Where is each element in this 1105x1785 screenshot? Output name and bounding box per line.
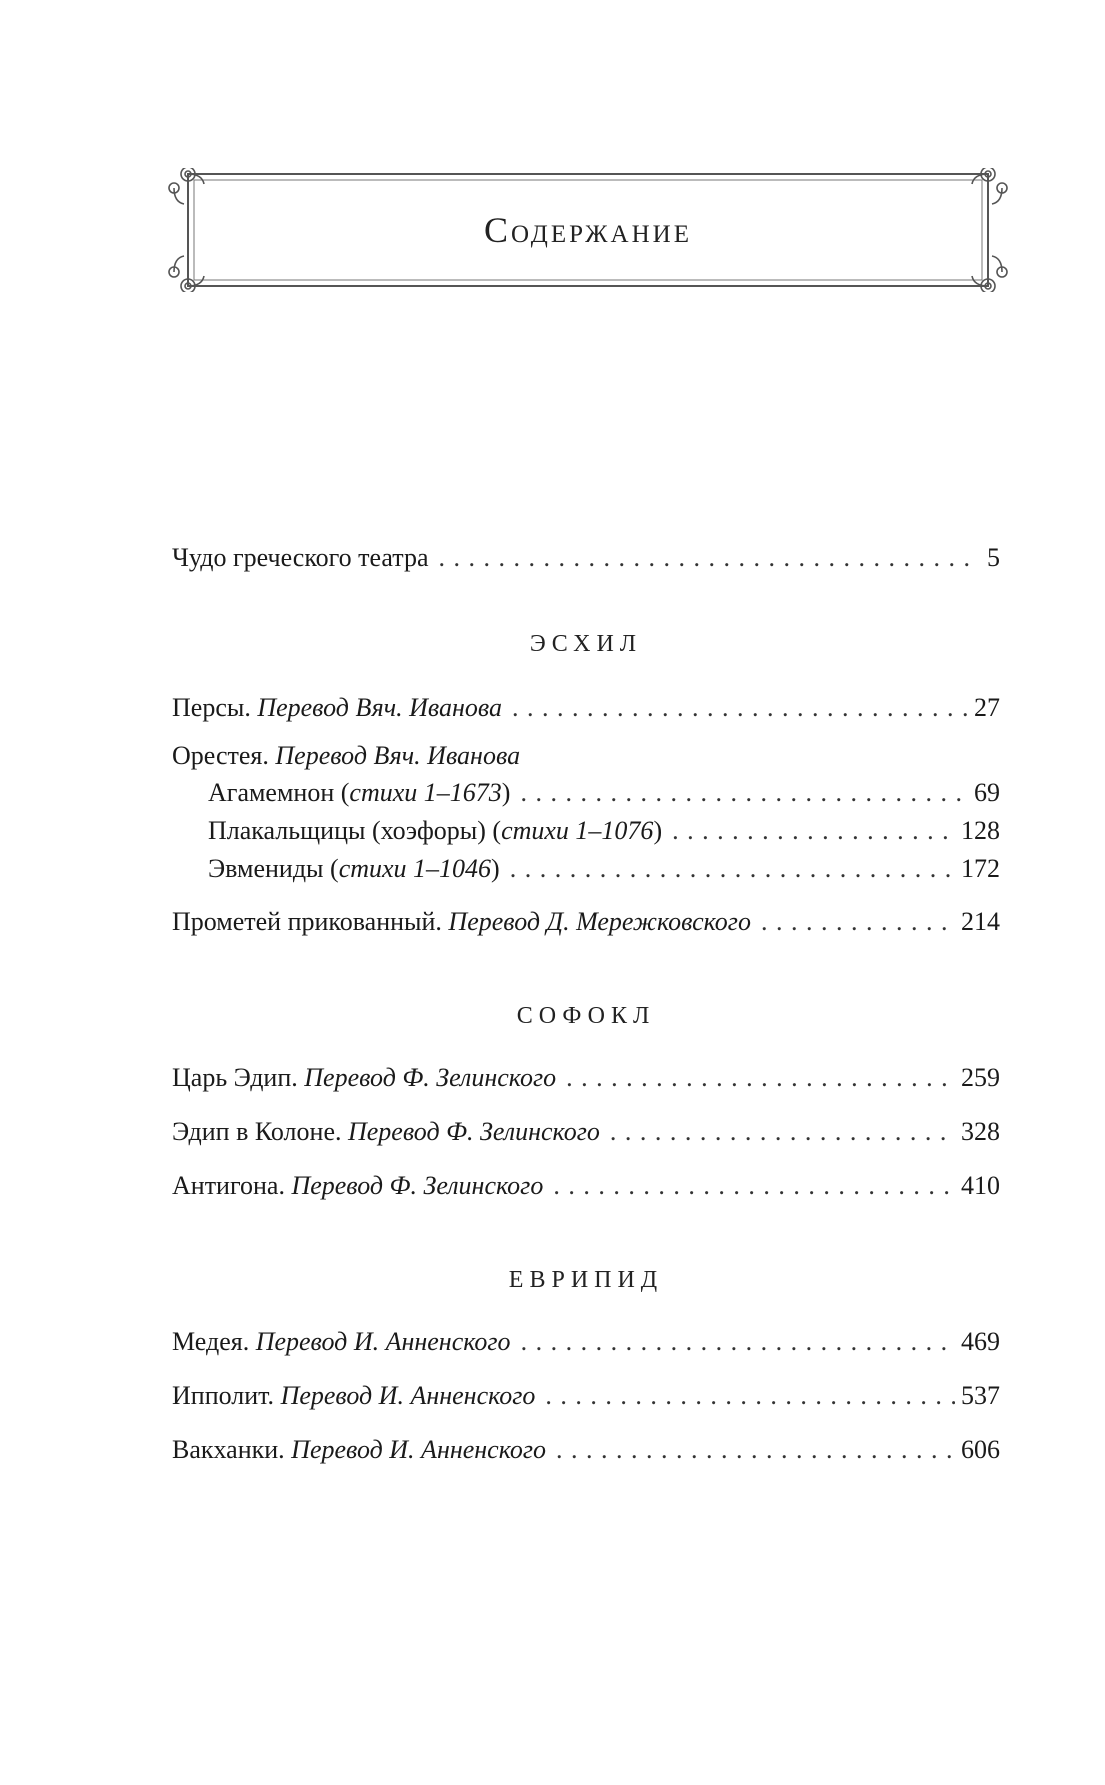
toc-entry[interactable]: [172, 690, 1000, 726]
leader-dots: [521, 1324, 955, 1360]
page-number: 128: [961, 816, 1000, 845]
toc-entry[interactable]: [172, 774, 1000, 812]
entry-verses: стихи 1–1046: [338, 854, 492, 883]
toc-entry[interactable]: [172, 904, 1000, 940]
entry-verses: стихи 1–1076: [501, 816, 654, 845]
page-number: 606: [961, 1435, 1000, 1464]
toc-entry[interactable]: [172, 1168, 1000, 1204]
leader-dots: [553, 1168, 955, 1204]
leader-dots: [761, 904, 955, 940]
entry-title: Эдип в Колоне.: [172, 1117, 342, 1146]
leader-dots: [510, 850, 955, 888]
page-number: 69: [974, 778, 1000, 807]
entry-translator: Перевод Ф. Зелинского: [304, 1063, 557, 1092]
leader-dots: [672, 812, 955, 850]
table-of-contents: [172, 540, 1000, 1468]
entry-title: Чудо греческого театра: [172, 543, 429, 572]
leader-dots: [610, 1114, 955, 1150]
entry-suffix: ): [501, 778, 511, 807]
toc-group-title: [172, 738, 1000, 774]
entry-translator: Перевод Ф. Зелинского: [291, 1171, 544, 1200]
entry-translator: Перевод Вяч. Иванова: [275, 741, 521, 770]
entry-translator: Перевод Ф. Зелинского: [347, 1117, 600, 1146]
toc-entry[interactable]: [172, 1324, 1000, 1360]
page-number: 537: [961, 1381, 1000, 1410]
leader-dots: [556, 1432, 955, 1468]
entry-translator: Перевод И. Анненского: [291, 1435, 547, 1464]
toc-entry-intro[interactable]: [172, 540, 1000, 576]
entry-title: Агамемнон (: [208, 778, 350, 807]
leader-dots: [512, 690, 968, 726]
entry-title: Антигона.: [172, 1171, 285, 1200]
leader-dots: [566, 1060, 955, 1096]
entry-title: Персы.: [172, 693, 251, 722]
page-number: 27: [974, 693, 1000, 722]
page-number: 469: [961, 1327, 1000, 1356]
leader-dots: [520, 774, 968, 812]
entry-verses: стихи 1–1673: [349, 778, 502, 807]
entry-title: Ипполит.: [172, 1381, 275, 1410]
header-frame: [168, 168, 1008, 292]
entry-title: Эвмениды (: [208, 854, 339, 883]
page-title: Содержание: [483, 210, 692, 250]
page-number: 259: [961, 1063, 1000, 1092]
toc-entry[interactable]: [172, 1114, 1000, 1150]
entry-translator: Перевод И. Анненского: [280, 1381, 536, 1410]
entry-title: Медея.: [172, 1327, 250, 1356]
entry-suffix: ): [653, 816, 663, 845]
page-number: 410: [961, 1171, 1000, 1200]
section-heading-aeschylus: ЭСХИЛ: [529, 631, 643, 657]
page-number: 5: [987, 543, 1000, 572]
toc-entry[interactable]: [172, 1378, 1000, 1414]
entry-title: Царь Эдип.: [172, 1063, 298, 1092]
leader-dots: [438, 540, 974, 576]
page-number: 328: [961, 1117, 1000, 1146]
entry-title: Орестея.: [172, 741, 269, 770]
toc-entry[interactable]: [172, 850, 1000, 888]
page-number: 172: [961, 854, 1000, 883]
entry-title: Плакальщицы (хоэфоры) (: [208, 816, 502, 845]
toc-entry[interactable]: [172, 812, 1000, 850]
entry-translator: Перевод Вяч. Иванова: [257, 693, 503, 722]
entry-suffix: ): [491, 854, 500, 883]
entry-title: Вакханки.: [172, 1435, 285, 1464]
section-heading-sophocles: СОФОКЛ: [516, 1003, 656, 1029]
section-heading-euripides: ЕВРИПИД: [508, 1267, 664, 1293]
entry-translator: Перевод Д. Мережковского: [448, 907, 751, 936]
page-number: 214: [961, 907, 1000, 936]
entry-title: Прометей прикованный.: [172, 907, 442, 936]
toc-entry[interactable]: [172, 1060, 1000, 1096]
leader-dots: [545, 1378, 955, 1414]
entry-translator: Перевод И. Анненского: [255, 1327, 511, 1356]
toc-entry[interactable]: [172, 1432, 1000, 1468]
